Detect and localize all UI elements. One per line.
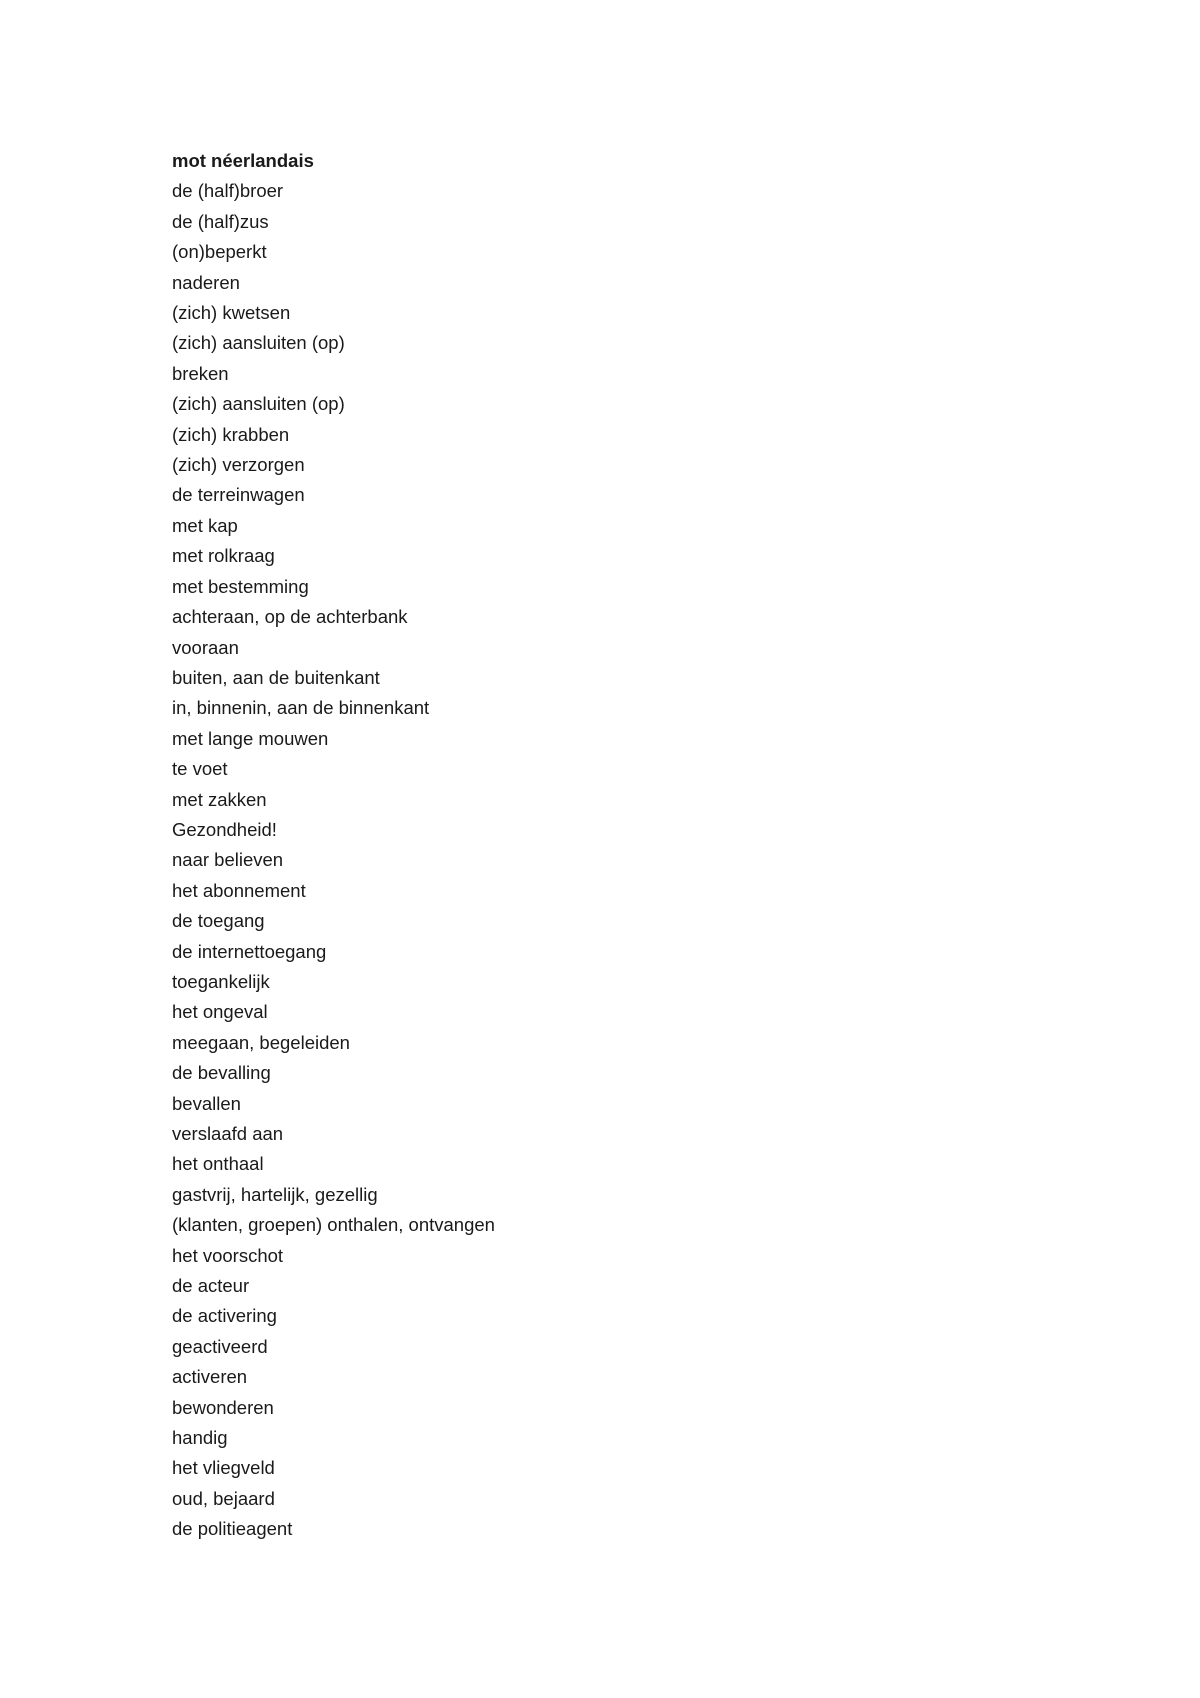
- list-item: activeren: [172, 1366, 248, 1388]
- list-item: achteraan, op de achterbank: [172, 606, 408, 628]
- list-item: met rolkraag: [172, 545, 275, 567]
- list-item: naar believen: [172, 849, 284, 871]
- list-item: geactiveerd: [172, 1335, 268, 1357]
- list-item: met bestemming: [172, 575, 309, 597]
- list-item: handig: [172, 1427, 228, 1449]
- word-list: [172, 146, 495, 1545]
- list-item: de (half)zus: [172, 210, 269, 232]
- list-item: de bevalling: [172, 1062, 271, 1084]
- list-item: (zich) aansluiten (op): [172, 393, 345, 415]
- list-item: toegankelijk: [172, 970, 270, 992]
- list-item: verslaafd aan: [172, 1123, 284, 1144]
- list-item: de (half)broer: [172, 180, 284, 202]
- list-item: met zakken: [172, 788, 267, 810]
- list-item: met kap: [172, 514, 238, 536]
- list-item: het abonnement: [172, 879, 306, 901]
- list-item: (klanten, groepen) onthalen, ontvangen: [172, 1214, 495, 1236]
- list-item: bevallen: [172, 1092, 241, 1114]
- list-item: meegaan, begeleiden: [172, 1031, 350, 1053]
- list-item: (zich) verzorgen: [172, 454, 305, 476]
- list-item: vooraan: [172, 636, 239, 658]
- list-item: in, binnenin, aan de binnenkant: [172, 697, 430, 719]
- list-item: het ongeval: [172, 1001, 268, 1023]
- list-item: (zich) aansluiten (op): [172, 332, 345, 354]
- column-header: mot néerlandais: [172, 150, 314, 171]
- list-item: (on)beperkt: [172, 241, 267, 263]
- list-item: de internettoegang: [172, 940, 327, 962]
- list-item: het voorschot: [172, 1244, 284, 1266]
- list-item: bewonderen: [172, 1396, 274, 1418]
- list-item: de terreinwagen: [172, 484, 305, 506]
- list-item: gastvrij, hartelijk, gezellig: [172, 1183, 378, 1205]
- list-item: Gezondheid!: [172, 818, 277, 840]
- list-item: de acteur: [172, 1275, 250, 1297]
- list-item: (zich) kwetsen: [172, 302, 291, 324]
- list-item: te voet: [172, 758, 228, 780]
- list-item: (zich) krabben: [172, 423, 290, 445]
- list-item: breken: [172, 362, 229, 384]
- list-item: de politieagent: [172, 1518, 293, 1540]
- list-item: met lange mouwen: [172, 727, 329, 749]
- list-item: naderen: [172, 271, 240, 293]
- list-item: de toegang: [172, 910, 265, 932]
- list-item: het vliegveld: [172, 1457, 275, 1479]
- list-item: oud, bejaard: [172, 1487, 275, 1509]
- list-item: buiten, aan de buitenkant: [172, 666, 380, 688]
- list-item: de activering: [172, 1305, 277, 1327]
- list-item: het onthaal: [172, 1153, 264, 1175]
